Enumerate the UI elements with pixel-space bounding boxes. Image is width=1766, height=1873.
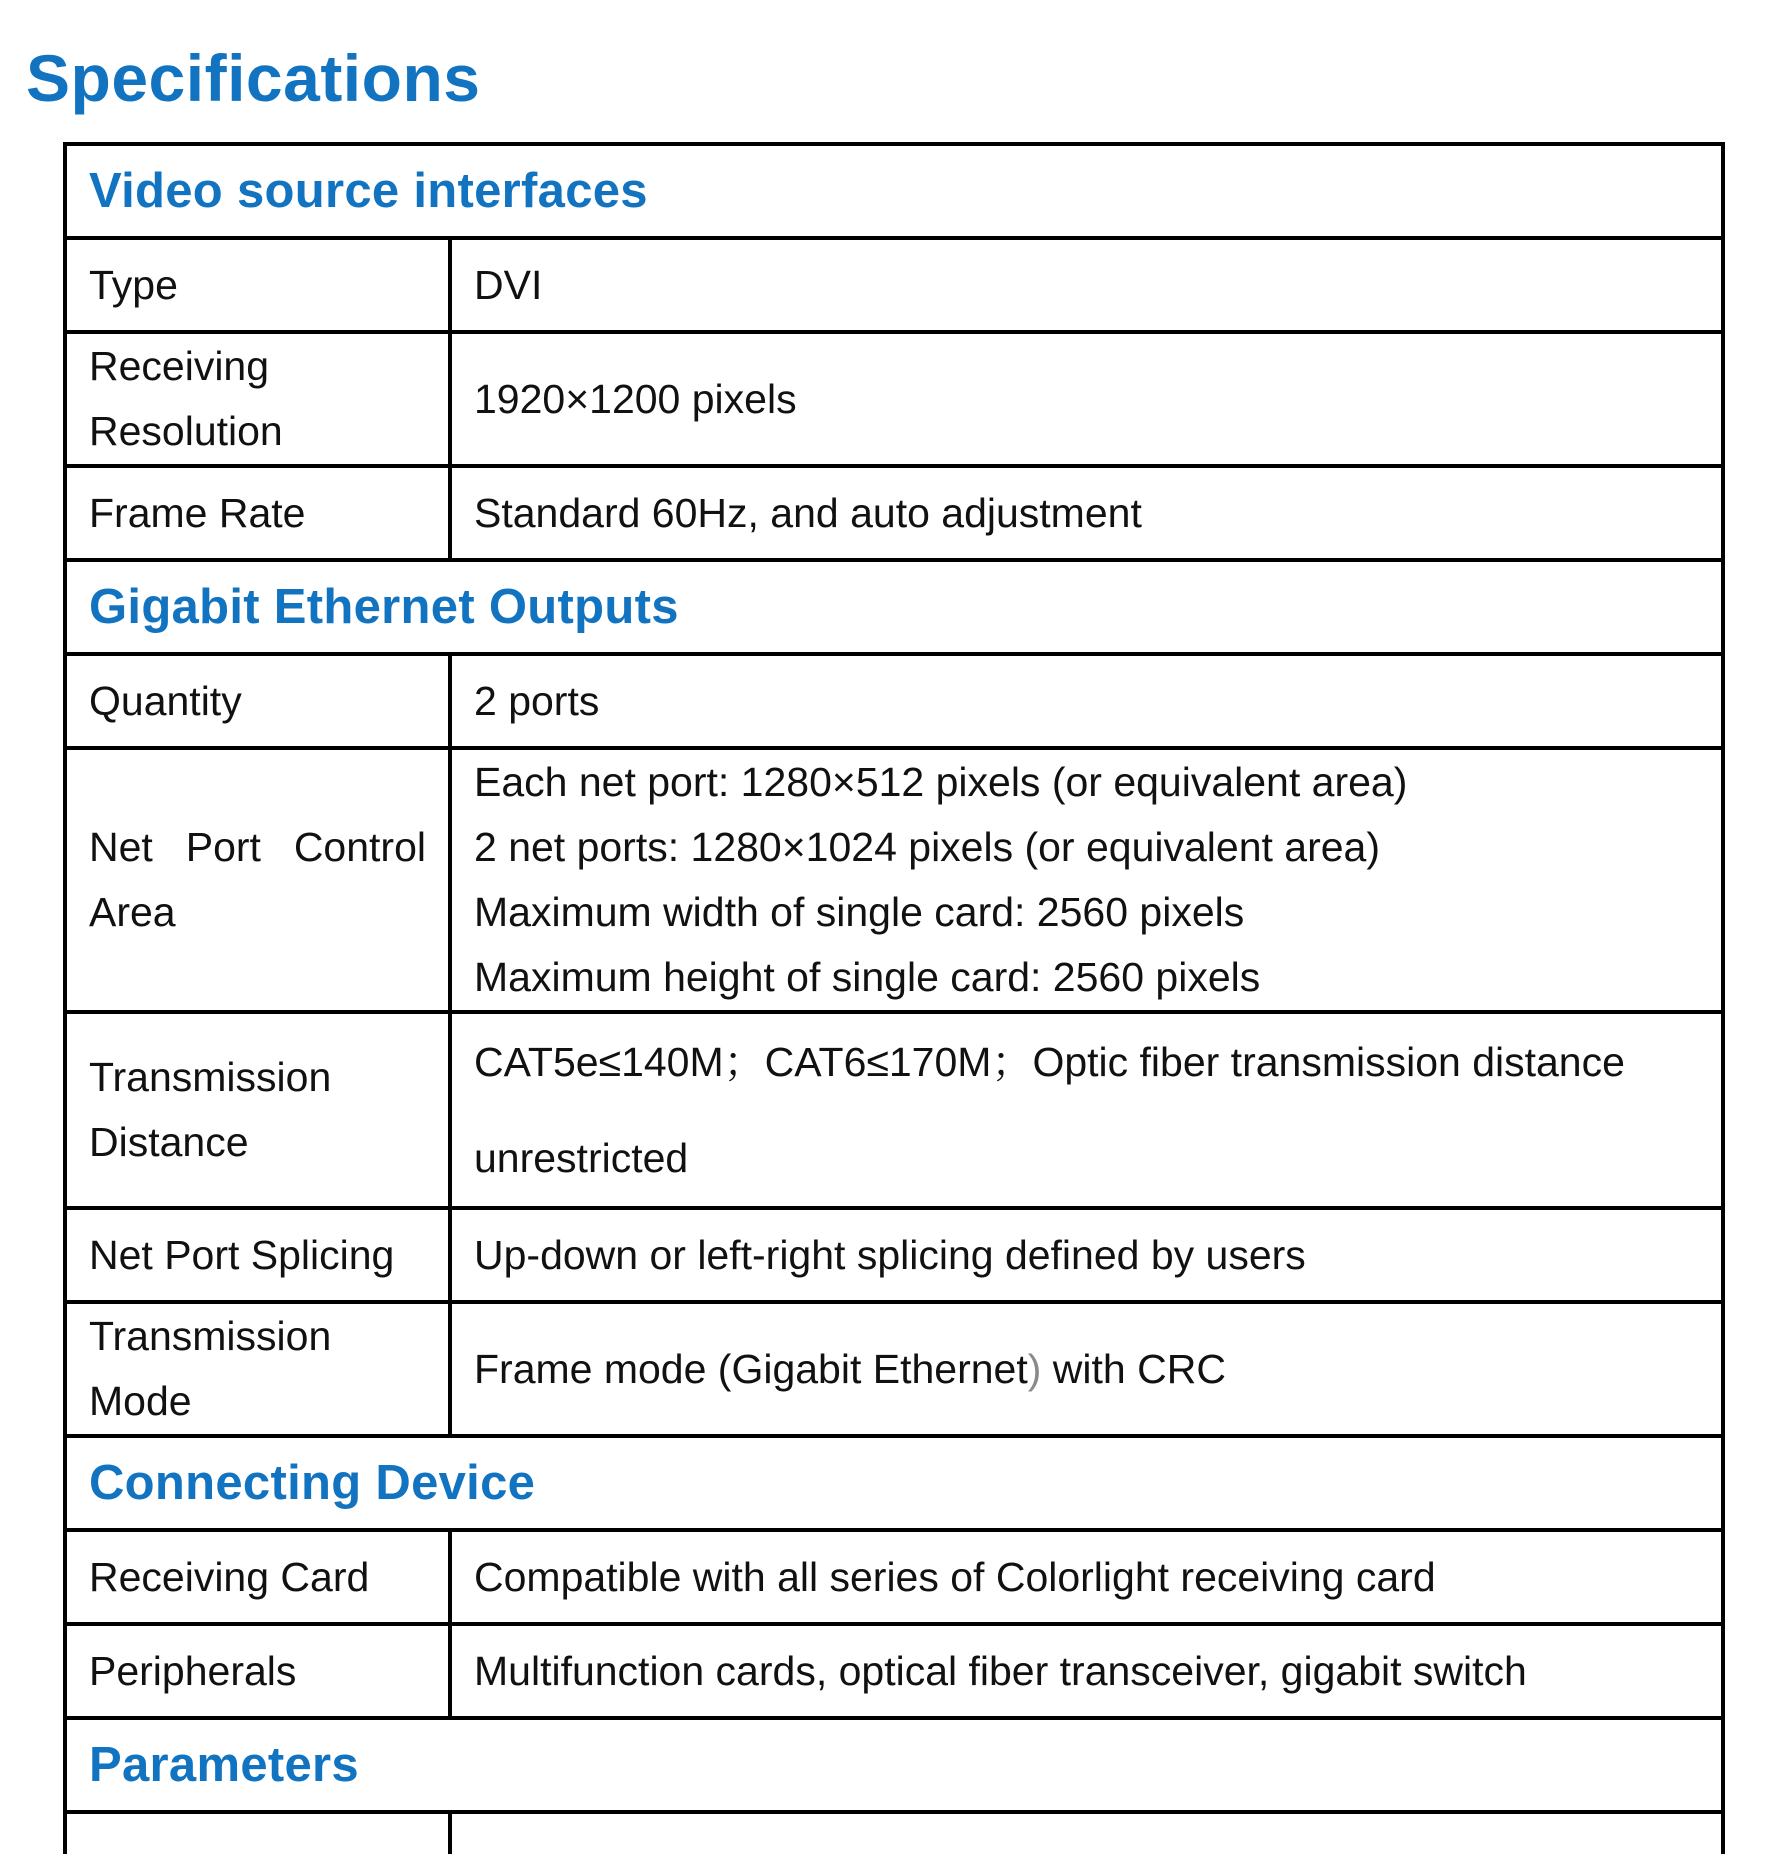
control-area-line: Maximum height of single card: 2560 pixels bbox=[474, 954, 1261, 1000]
spec-value-distance bbox=[450, 1012, 1723, 1208]
spec-value-quantity: 2 ports bbox=[450, 654, 1723, 748]
section-header-ethernet: Gigabit Ethernet Outputs bbox=[65, 560, 1723, 654]
spec-value-receiving-card: Compatible with all series of Colorlight receiving card bbox=[450, 1530, 1723, 1624]
section-header-row bbox=[65, 144, 1723, 238]
table-row bbox=[65, 1302, 1723, 1436]
table-row bbox=[65, 466, 1723, 560]
section-header-row bbox=[65, 560, 1723, 654]
table-row bbox=[65, 1812, 1723, 1854]
specifications-table bbox=[63, 142, 1725, 1854]
spec-label-frame-rate: Frame Rate bbox=[65, 466, 450, 560]
distance-line: CAT5e≤140M；CAT6≤170M；Optic fiber transmission distance bbox=[474, 1039, 1625, 1085]
page-title: Specifications bbox=[26, 41, 481, 115]
table-row bbox=[65, 1624, 1723, 1718]
section-header-row bbox=[65, 1436, 1723, 1530]
spec-value-type: DVI bbox=[450, 238, 1723, 332]
spec-label-splicing: Net Port Splicing bbox=[65, 1208, 450, 1302]
section-header-video: Video source interfaces bbox=[65, 144, 1723, 238]
spec-label-resolution: Receiving Resolution bbox=[65, 332, 450, 466]
spec-value-mode bbox=[450, 1302, 1723, 1436]
spec-value-peripherals: Multifunction cards, optical fiber transceiver, gigabit switch bbox=[450, 1624, 1723, 1718]
table-row bbox=[65, 748, 1723, 1012]
distance-line: unrestricted bbox=[474, 1135, 689, 1181]
spec-label-mode: Transmission Mode bbox=[65, 1302, 450, 1436]
section-header-parameters: Parameters bbox=[65, 1718, 1723, 1812]
spec-label-receiving-card: Receiving Card bbox=[65, 1530, 450, 1624]
mode-text-start: Frame mode (Gigabit Ethernet bbox=[474, 1345, 1028, 1392]
control-area-line: Maximum width of single card: 2560 pixels bbox=[474, 889, 1245, 935]
spec-value-cut-off bbox=[450, 1812, 1723, 1854]
mode-text-paren: ) bbox=[1027, 1345, 1042, 1392]
spec-label-control-area: Net Port Control Area bbox=[65, 748, 450, 1012]
table-row bbox=[65, 332, 1723, 466]
mode-text-end: with CRC bbox=[1041, 1345, 1226, 1392]
spec-value-resolution: 1920×1200 pixels bbox=[450, 332, 1723, 466]
table-row bbox=[65, 1530, 1723, 1624]
spec-label-distance: Transmission Distance bbox=[65, 1012, 450, 1208]
section-header-row bbox=[65, 1718, 1723, 1812]
spec-value-splicing: Up-down or left-right splicing defined by users bbox=[450, 1208, 1723, 1302]
table-row bbox=[65, 654, 1723, 748]
spec-label-type: Type bbox=[65, 238, 450, 332]
spec-label-cut-off bbox=[65, 1812, 450, 1854]
spec-label-quantity: Quantity bbox=[65, 654, 450, 748]
section-header-device: Connecting Device bbox=[65, 1436, 1723, 1530]
table-row bbox=[65, 1208, 1723, 1302]
table-row bbox=[65, 238, 1723, 332]
spec-value-frame-rate: Standard 60Hz, and auto adjustment bbox=[450, 466, 1723, 560]
spec-label-peripherals: Peripherals bbox=[65, 1624, 450, 1718]
spec-value-control-area bbox=[450, 748, 1723, 1012]
table-row bbox=[65, 1012, 1723, 1208]
control-area-line: 2 net ports: 1280×1024 pixels (or equivalent area) bbox=[474, 824, 1381, 870]
control-area-line: Each net port: 1280×512 pixels (or equivalent area) bbox=[474, 759, 1408, 805]
